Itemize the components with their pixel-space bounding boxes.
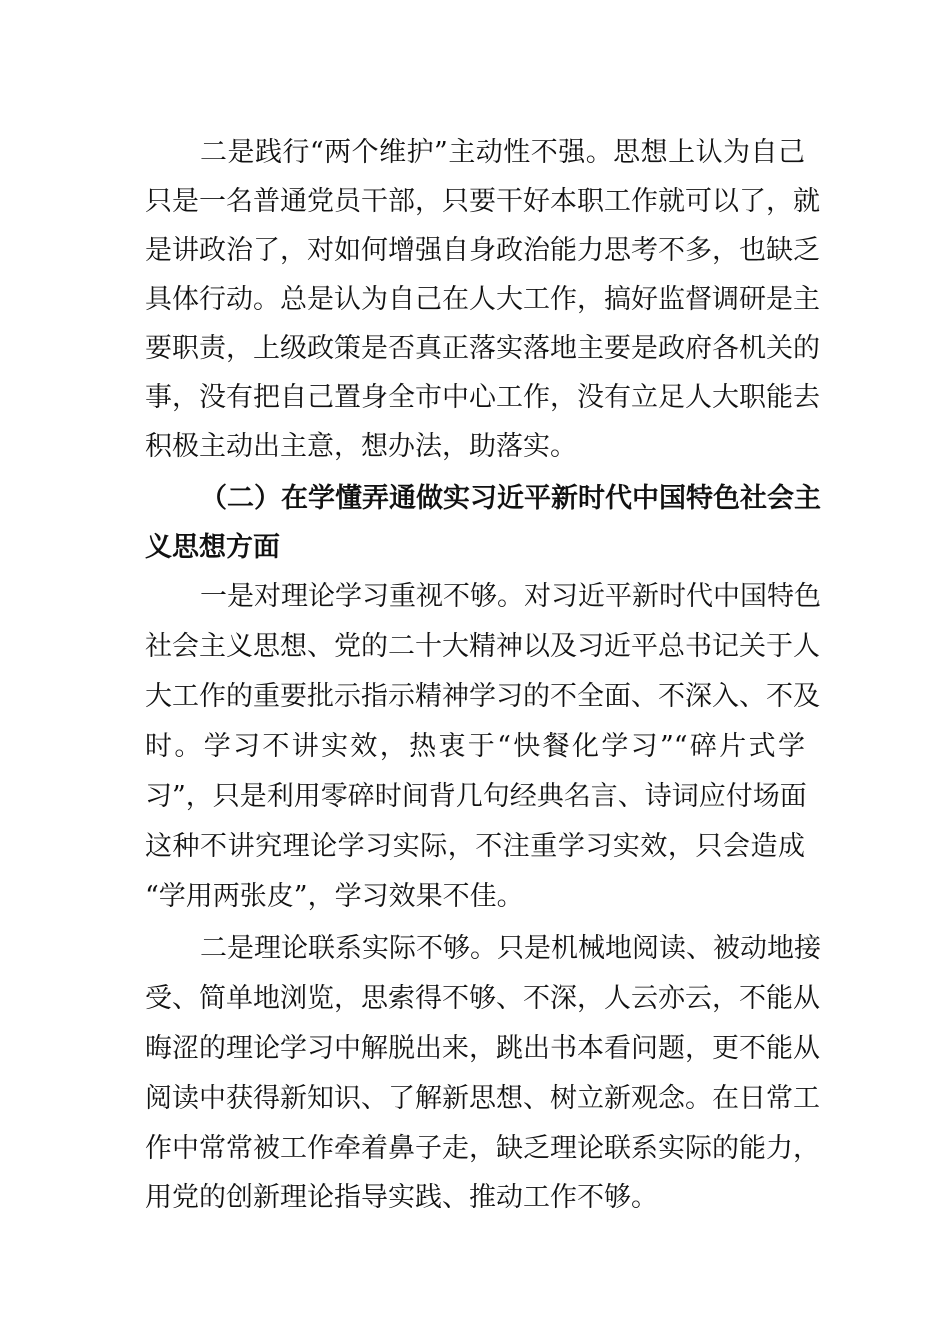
paragraph-1-line-7: 积极主动出主意，想办法，助落实。 xyxy=(145,431,577,462)
paragraph-1-line-6: 事，没有把自己置身全市中心工作，没有立足人大职能去 xyxy=(145,382,820,413)
paragraph-3-line-4: 阅读中获得新知识、了解新思想、树立新观念。在日常工 xyxy=(145,1083,820,1114)
paragraph-3-line-2: 受、简单地浏览，思索得不够、不深，人云亦云，不能从 xyxy=(145,983,820,1014)
paragraph-1-line-1: 二是践行“两个维护”主动性不强。思想上认为自己 xyxy=(200,137,805,168)
paragraph-3-line-5: 作中常常被工作牵着鼻子走，缺乏理论联系实际的能力， xyxy=(145,1133,820,1164)
paragraph-2-line-6: 这种不讲究理论学习实际，不注重学习实效，只会造成 xyxy=(145,831,805,862)
paragraph-1-line-2: 只是一名普通党员干部，只要干好本职工作就可以了，就 xyxy=(145,186,820,217)
paragraph-2-line-7: “学用两张皮”，学习效果不佳。 xyxy=(145,881,524,912)
paragraph-1-line-4: 具体行动。总是认为自己在人大工作，搞好监督调研是主 xyxy=(145,284,820,315)
paragraph-1-line-3: 是讲政治了，对如何增强自身政治能力思考不多，也缺乏 xyxy=(145,235,820,266)
paragraph-2-line-1: 一是对理论学习重视不够。对习近平新时代中国特色 xyxy=(200,581,821,612)
paragraph-2-line-3: 大工作的重要批示指示精神学习的不全面、不深入、不及 xyxy=(145,681,820,712)
paragraph-3-line-3: 晦涩的理论学习中解脱出来，跳出书本看问题，更不能从 xyxy=(145,1033,820,1064)
paragraph-2-line-4: 时。学习不讲实效，热衷于“快餐化学习”“碎片式学 xyxy=(145,731,805,762)
paragraph-3-line-1: 二是理论联系实际不够。只是机械地阅读、被动地接 xyxy=(200,933,821,964)
paragraph-1-line-5: 要职责，上级政策是否真正落实落地主要是政府各机关的 xyxy=(145,333,820,364)
paragraph-2-line-2: 社会主义思想、党的二十大精神以及习近平总书记关于人 xyxy=(145,631,820,662)
paragraph-2-line-5: 习”，只是利用零碎时间背几句经典名言、诗词应付场面 xyxy=(145,781,807,812)
section-heading-line-2: 义思想方面 xyxy=(145,532,280,563)
section-heading-line-1: （二）在学懂弄通做实习近平新时代中国特色社会主 xyxy=(200,483,821,514)
paragraph-3-line-6: 用党的创新理论指导实践、推动工作不够。 xyxy=(145,1182,658,1213)
